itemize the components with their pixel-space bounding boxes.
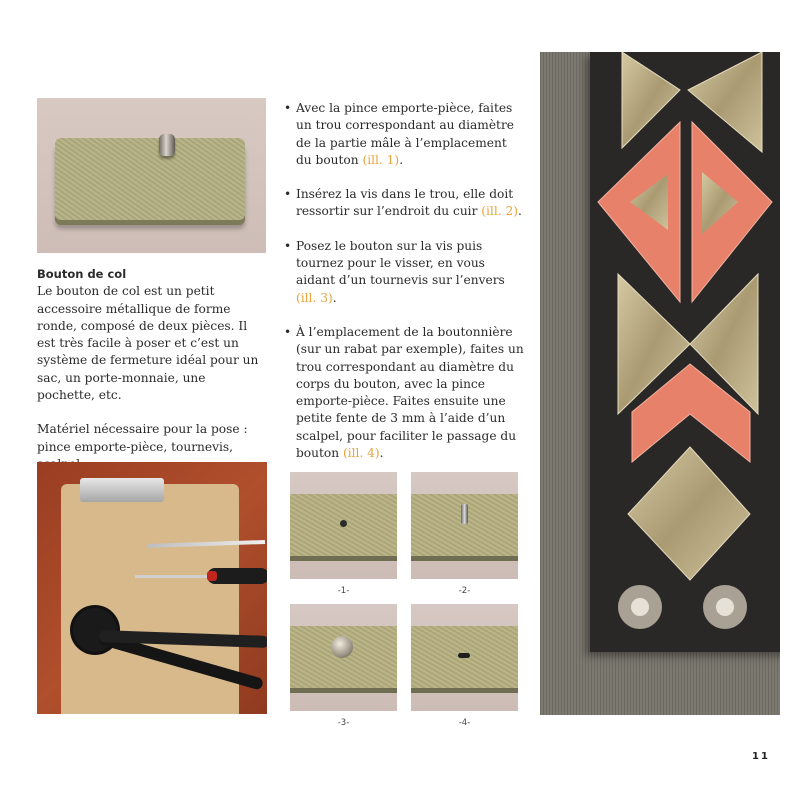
screw-pin [461, 504, 468, 524]
step-caption: -2- [458, 586, 471, 596]
bullet-marker: • [284, 101, 292, 115]
step-text: À l’emplacement de la boutonnière (sur un rabat par exemple), faites un trou correspondant au diamètre du corps du bouton, avec la pince emporte-pièce. Faites ensuite une petite fente de 3 mm à l’aide d’un scalpel, pour faciliter le passage du bouton [296, 324, 524, 461]
step-text: Posez le bouton sur la vis puis tournez pour le visser, en vous aidant d’un tournevis sur l’envers [296, 238, 505, 288]
bullet-marker: • [284, 324, 292, 339]
instruction-step [284, 238, 524, 307]
intro-section [37, 266, 267, 473]
instruction-step [284, 324, 524, 462]
step-punctuation: . [518, 204, 522, 219]
leather-appliques [540, 52, 780, 715]
step-punctuation: . [332, 290, 337, 305]
step-punctuation: . [379, 446, 384, 461]
button-slit [458, 653, 470, 658]
collar-button [331, 636, 353, 658]
instruction-step [284, 100, 524, 169]
metal-stud-center [631, 598, 649, 616]
tools-photo [37, 462, 267, 714]
stud-shape [159, 134, 175, 156]
page-number: 11 [752, 751, 770, 762]
leather-stud-photo [37, 98, 266, 253]
clipboard-shape [61, 484, 239, 714]
step-caption: -3- [337, 718, 350, 728]
instructions-list [284, 100, 524, 479]
screwdriver-handle [207, 568, 267, 584]
illustration-reference: (ill. 1) [362, 152, 400, 167]
illustration-reference: (ill. 2) [481, 204, 518, 219]
step-photo-4 [411, 604, 518, 711]
illustration-reference: (ill. 3) [296, 290, 333, 305]
step-punctuation: . [399, 152, 404, 167]
screwdriver-shaft [135, 575, 210, 578]
step-photo-3 [290, 604, 397, 711]
clip-shape [80, 478, 164, 502]
step-text: Insérez la vis dans le trou, elle doit ressortir sur l’endroit du cuir [296, 187, 514, 219]
instruction-step [284, 186, 524, 221]
step-text: Avec la pince emporte-pièce, faites un trou correspondant au diamètre de la partie mâle à l’emplacement du bouton [296, 101, 514, 167]
bullet-marker: • [284, 238, 292, 253]
step-caption: -1- [337, 586, 350, 596]
bullet-marker: • [284, 187, 292, 202]
decorative-leather-photo [540, 52, 780, 715]
illustration-reference: (ill. 4) [342, 446, 380, 461]
step-photo-2 [411, 472, 518, 579]
section-heading: Bouton de col [37, 267, 127, 281]
step-photo-1 [290, 472, 397, 579]
materials-paragraph: Matériel nécessaire pour la pose : pince emporte-pièce, tournevis, [37, 422, 248, 454]
metal-stud-center [716, 598, 734, 616]
intro-paragraph: Le bouton de col est un petit accessoire métallique de forme ronde, composé de deux pièces. Il est très facile à poser et c’est un système de fermeture idéal pour un sac, un porte-monnaie, une pochette, etc. [37, 284, 259, 403]
punched-hole [340, 520, 347, 527]
gold-diamond [628, 447, 750, 580]
leather-strip [55, 138, 245, 220]
step-caption: -4- [458, 718, 471, 728]
